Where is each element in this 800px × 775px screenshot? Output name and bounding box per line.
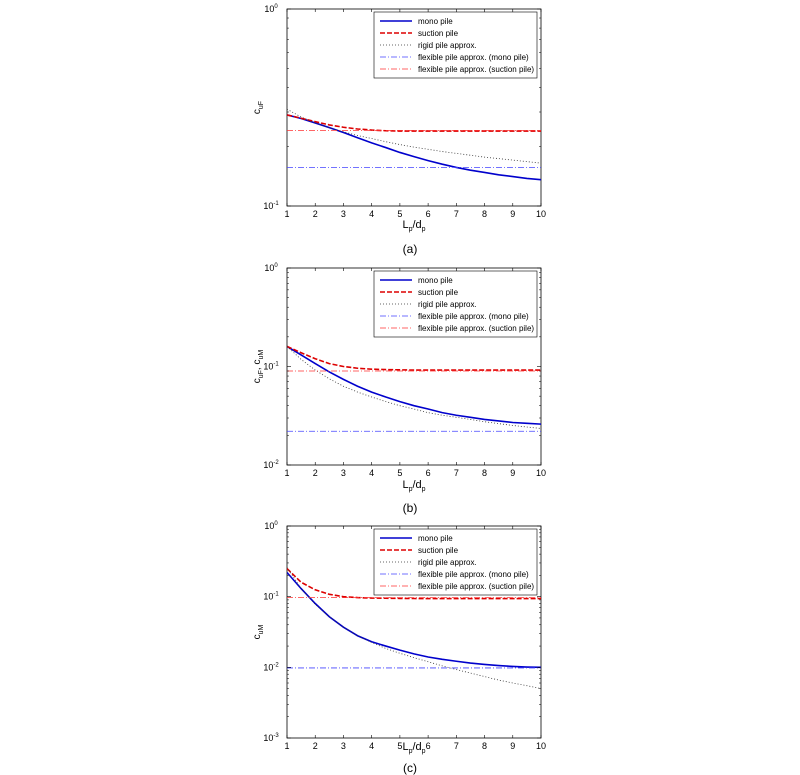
legend-label: mono pile: [418, 534, 453, 543]
y-tick-label: $10^0$: [264, 4, 278, 14]
y-tick-label: $10^{-3}$: [263, 733, 279, 743]
x-tick-label: 5: [397, 741, 403, 751]
x-tick-label: 3: [340, 468, 346, 478]
x-axis-label: $L_p/d_p$: [402, 219, 426, 233]
legend-label: suction pile: [418, 29, 459, 38]
x-tick-label: 2: [312, 209, 318, 219]
legend-label: suction pile: [418, 288, 459, 297]
legend-label: suction pile: [418, 546, 459, 555]
legend: [374, 271, 537, 337]
x-tick-label: 5: [397, 209, 403, 219]
x-tick-label: 3: [340, 209, 346, 219]
x-tick-label: 7: [453, 741, 459, 751]
y-tick-label: $10^{-1}$: [263, 591, 279, 602]
x-tick-label: 6: [425, 209, 431, 219]
chart-panel-3: [252, 521, 546, 775]
y-tick-label: $10^{-2}$: [263, 460, 279, 470]
legend-label: mono pile: [418, 276, 453, 285]
y-tick-label: $10^{-2}$: [263, 662, 279, 673]
y-axis-label: $c_{uM}$: [252, 624, 265, 640]
legend-label: rigid pile approx.: [418, 300, 477, 309]
y-tick-label: $10^0$: [264, 521, 278, 531]
x-tick-label: 10: [535, 468, 547, 478]
legend-label: flexible pile approx. (mono pile): [418, 570, 529, 579]
x-tick-label: 9: [510, 209, 516, 219]
x-tick-label: 8: [482, 468, 488, 478]
x-tick-label: 4: [369, 468, 375, 478]
x-tick-label: 4: [369, 209, 375, 219]
legend: [374, 12, 537, 78]
y-tick-label: $10^0$: [264, 263, 278, 273]
x-tick-label: 9: [510, 741, 516, 751]
chart-panel-1: [252, 4, 546, 256]
x-tick-label: 4: [369, 741, 375, 751]
legend-label: flexible pile approx. (suction pile): [418, 324, 535, 333]
x-tick-label: 2: [312, 468, 318, 478]
y-tick-label: $10^{-1}$: [263, 361, 279, 372]
x-tick-label: 2: [312, 741, 318, 751]
x-tick-label: 8: [482, 741, 488, 751]
legend-label: mono pile: [418, 17, 453, 26]
x-axis-label: $L_p/d_p$: [402, 741, 426, 755]
y-axis-label: $c_{uF}$: [252, 100, 265, 115]
panel-caption: (c): [403, 761, 417, 775]
chart-panel-2: [252, 263, 546, 515]
x-tick-label: 1: [284, 209, 290, 219]
x-tick-label: 6: [425, 468, 431, 478]
x-tick-label: 1: [284, 741, 290, 751]
y-tick-label: $10^{-1}$: [263, 201, 279, 211]
x-axis-label: $L_p/d_p$: [402, 479, 426, 493]
x-tick-label: 7: [453, 468, 459, 478]
x-tick-label: 10: [535, 209, 547, 219]
legend-label: rigid pile approx.: [418, 558, 477, 567]
x-tick-label: 10: [535, 741, 547, 751]
legend: [374, 529, 537, 595]
x-tick-label: 8: [482, 209, 488, 219]
y-axis-label: $c_{uF}$, $c_{uM}$: [252, 349, 265, 384]
legend-label: flexible pile approx. (suction pile): [418, 582, 535, 591]
legend-label: flexible pile approx. (suction pile): [418, 65, 535, 74]
legend-label: rigid pile approx.: [418, 41, 477, 50]
x-tick-label: 5: [397, 468, 403, 478]
x-tick-label: 6: [425, 741, 431, 751]
x-tick-label: 9: [510, 468, 516, 478]
legend-label: flexible pile approx. (mono pile): [418, 312, 529, 321]
x-tick-label: 7: [453, 209, 459, 219]
panel-caption: (b): [402, 501, 418, 515]
x-tick-label: 1: [284, 468, 290, 478]
legend-label: flexible pile approx. (mono pile): [418, 53, 529, 62]
panel-caption: (a): [402, 242, 418, 256]
x-tick-label: 3: [340, 741, 346, 751]
